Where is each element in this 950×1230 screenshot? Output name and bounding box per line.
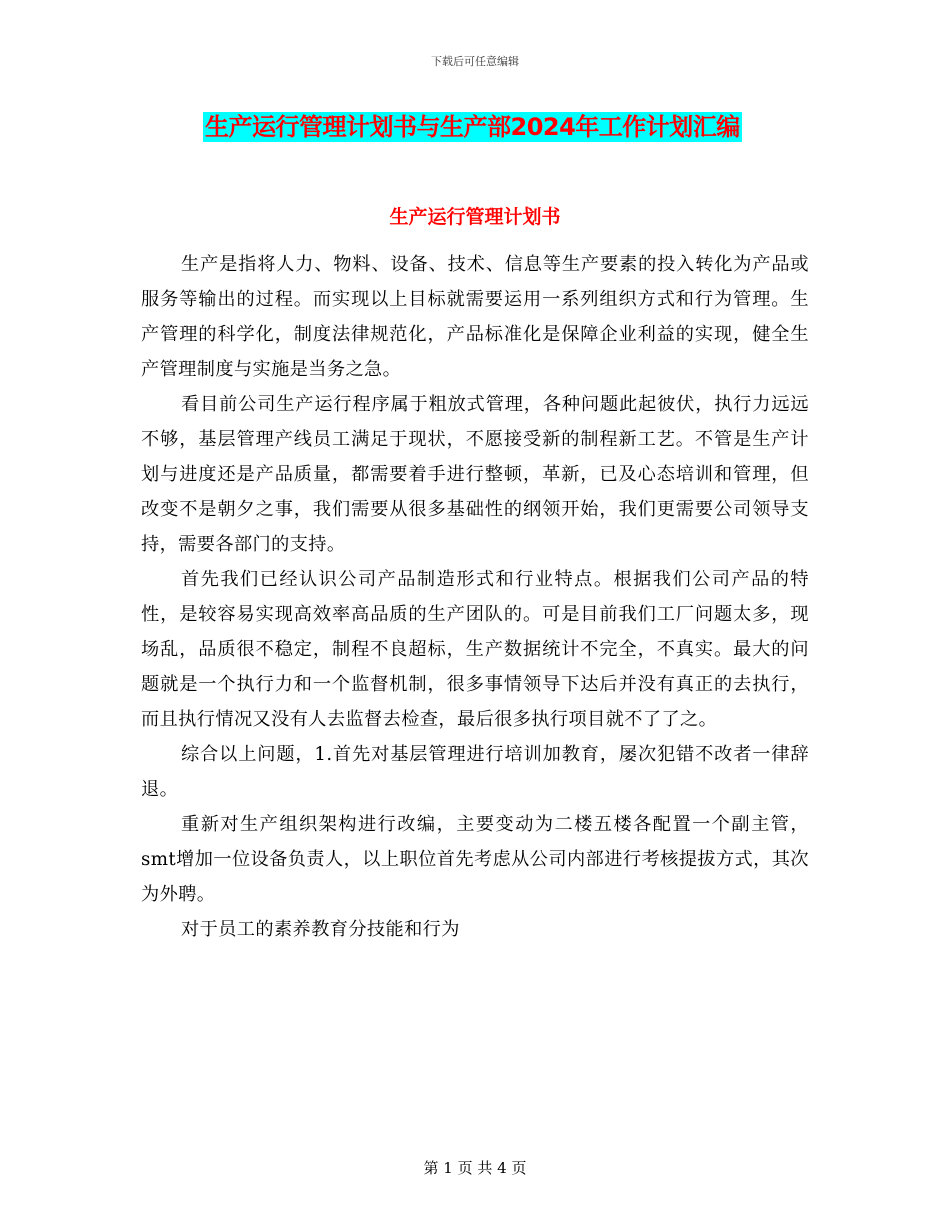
page-footer: 第 1 页 共 4 页 <box>423 1159 527 1177</box>
header-note: 下载后可任意编辑 <box>431 55 519 68</box>
paragraph: 综合以上问题，1.首先对基层管理进行培训加教育，屡次犯错不改者一律辞退。 <box>141 744 809 800</box>
paragraph: 对于员工的素养教育分技能和行为 <box>181 919 460 940</box>
body-text <box>141 247 809 947</box>
paragraph: 生产是指将人力、物料、设备、技术、信息等生产要素的投入转化为产品或服务等输出的过程。而实现以上目标就需要运用一系列组织方式和行为管理。生产管理的科学化，制度法律规范化，产品标准化是保障企业利益的实现，健全生产管理制度与实施是当务之急。 <box>141 254 809 380</box>
main-title-wrap <box>203 112 798 142</box>
main-title: 生产运行管理计划书与生产部2024年工作计划汇编 <box>205 113 740 141</box>
paragraph: 首先我们已经认识公司产品制造形式和行业特点。根据我们公司产品的特性，是较容易实现高效率高品质的生产团队的。可是目前我们工厂问题太多，现场乱，品质很不稳定，制程不良超标，生产数据统计不完全，不真实。最大的问题就是一个执行力和一个监督机制，很多事情领导下达后并没有真正的去执行，而且执行情况又没有人去监督去检查，最后很多执行项目就不了了之。 <box>141 569 809 730</box>
paragraph: 重新对生产组织架构进行改编，主要变动为二楼五楼各配置一个副主管，smt增加一位设备负责人，以上职位首先考虑从公司内部进行考核提拔方式，其次为外聘。 <box>141 814 809 905</box>
section-title: 生产运行管理计划书 <box>389 206 561 228</box>
paragraph: 看目前公司生产运行程序属于粗放式管理，各种问题此起彼伏，执行力远远不够，基层管理产线员工满足于现状，不愿接受新的制程新工艺。不管是生产计划与进度还是产品质量，都需要着手进行整顿，革新，已及心态培训和管理，但改变不是朝夕之事，我们需要从很多基础性的纲领开始，我们更需要公司领导支持，需要各部门的支持。 <box>141 394 809 555</box>
